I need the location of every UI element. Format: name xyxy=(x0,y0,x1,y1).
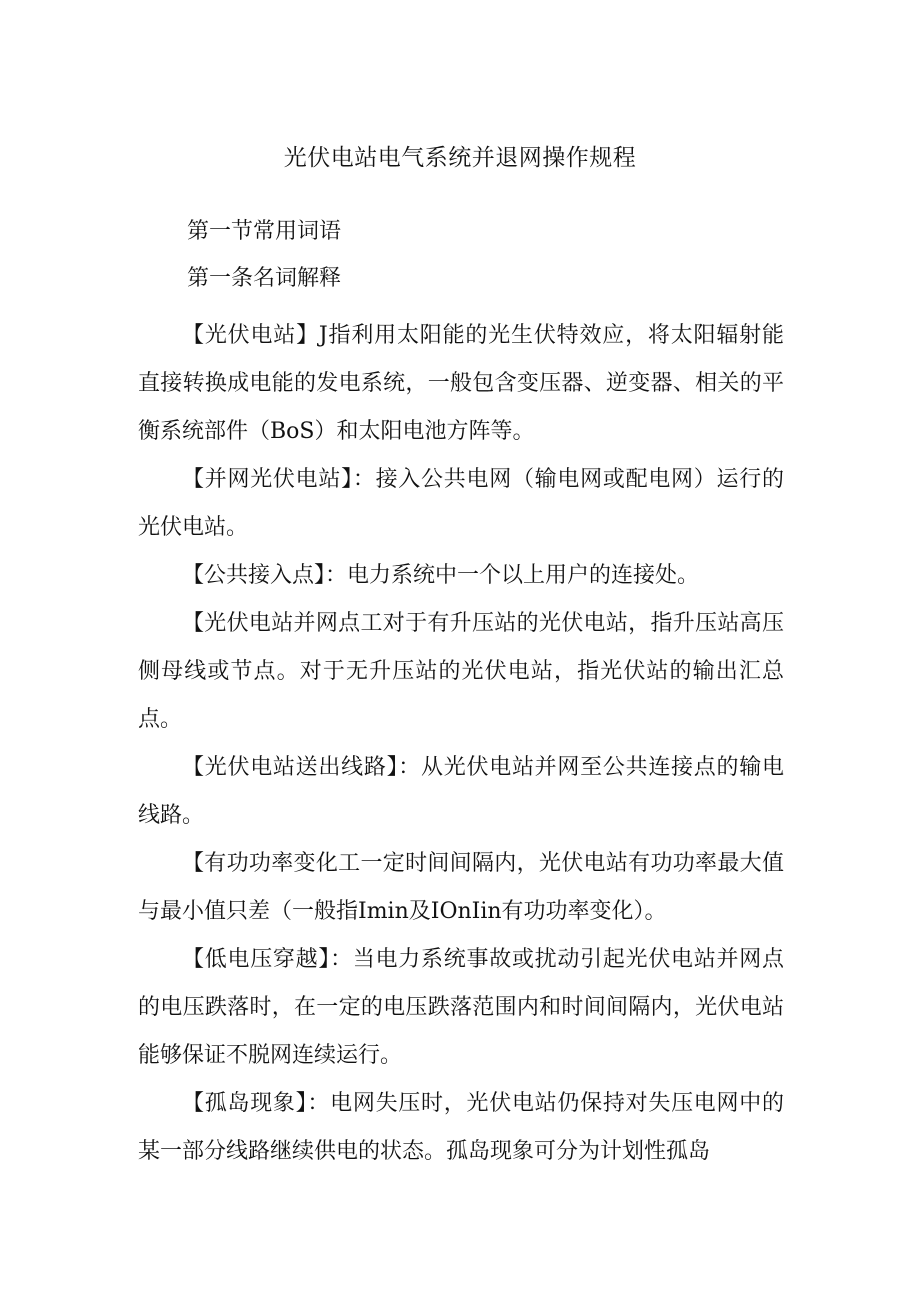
article-heading: 第一条名词解释 xyxy=(187,266,342,291)
definition-term: 【光伏电站并网点工 xyxy=(182,611,383,636)
definition-paragraph xyxy=(138,744,784,840)
definition-paragraph xyxy=(138,552,784,600)
definition-term: 【有功功率变化工 xyxy=(182,851,361,876)
definition-text: 对于有升压站的光伏电站，指升压站高压侧母线或节点。对于无升压站的光伏电站，指光伏站的输出汇总点。 xyxy=(138,611,784,732)
definition-term: 【光伏电站】 xyxy=(182,323,319,348)
definition-text: ：电网失压时，光伏电站仍保持对失压电网中的某一部分线路继续供电的状态。孤岛现象可分为计划性孤岛 xyxy=(138,1091,784,1164)
definition-paragraph xyxy=(138,456,784,552)
section-heading: 第一节常用词语 xyxy=(187,219,342,244)
definition-paragraph xyxy=(138,1080,784,1176)
definition-text: ：从光伏电站并网至公共连接点的输电线路。 xyxy=(138,755,784,828)
definition-term: 【低电压穿越】 xyxy=(182,947,331,972)
definition-paragraph xyxy=(138,840,784,936)
definition-paragraph xyxy=(138,600,784,744)
definition-term: 【光伏电站送出线路】 xyxy=(182,755,399,780)
definition-text: ：电力系统中一个以上用户的连接处。 xyxy=(325,563,700,588)
definition-text: ：当电力系统事故或扰动引起光伏电站并网点的电压跌落时，在一定的电压跌落范围内和时间间隔内，光伏电站能够保证不脱网连续运行。 xyxy=(138,947,784,1068)
definitions-body xyxy=(138,312,784,1176)
definition-paragraph xyxy=(138,936,784,1080)
definition-term: 【孤岛现象】 xyxy=(182,1091,308,1116)
definition-text: J指利用太阳能的光生伏特效应，将太阳辐射能直接转换成电能的发电系统，一般包含变压器、逆变器、相关的平衡系统部件（BoS）和太阳电池方阵等。 xyxy=(138,323,784,444)
definition-text: 一定时间间隔内，光伏电站有功功率最大值与最小值只差（一般指Imin及IOnIin有功功率变化）。 xyxy=(138,851,784,924)
definition-paragraph xyxy=(138,312,784,456)
document-title: 光伏电站电气系统并退网操作规程 xyxy=(283,145,637,171)
definition-term: 【并网光伏电站】 xyxy=(182,467,353,492)
definition-term: 【公共接入点】 xyxy=(182,563,326,588)
definition-text: ：接入公共电网（输电网或配电网）运行的光伏电站。 xyxy=(138,467,784,540)
